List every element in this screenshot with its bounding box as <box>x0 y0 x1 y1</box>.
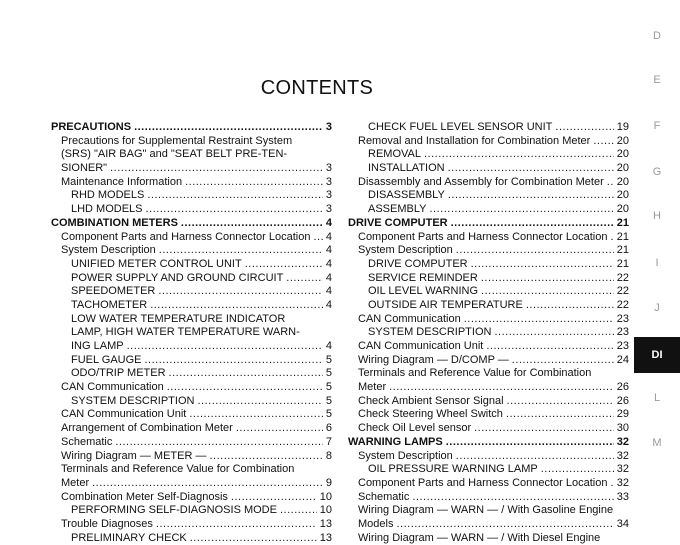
toc-page-number: 22 <box>616 298 629 311</box>
toc-entry[interactable] <box>348 148 629 162</box>
dot-leader <box>512 354 614 368</box>
dot-leader <box>110 162 323 176</box>
toc-page-number: 10 <box>319 490 332 503</box>
toc-entry-title: DRIVE COMPUTER <box>348 216 448 229</box>
toc-entry[interactable] <box>348 326 629 340</box>
toc-entry[interactable] <box>51 408 332 422</box>
toc-entry-title: REMOVAL <box>368 148 421 161</box>
dot-leader <box>607 176 614 190</box>
toc-entry-title: Wiring Diagram — WARN — / With Diesel Engine <box>358 531 601 544</box>
dot-leader <box>185 176 323 190</box>
toc-page-number: 4 <box>325 298 332 311</box>
toc-entry-title: INSTALLATION <box>368 162 445 175</box>
toc-page-number: 4 <box>325 271 332 284</box>
dot-leader <box>456 450 614 464</box>
toc-page-number: 33 <box>616 490 629 503</box>
section-tab-l[interactable]: L <box>653 392 661 404</box>
toc-page-number: 32 <box>616 463 629 476</box>
toc-entry[interactable] <box>348 395 629 409</box>
toc-page-number: 4 <box>325 230 332 243</box>
section-tab-g[interactable]: G <box>652 166 662 178</box>
toc-entry-title: Maintenance Information <box>61 175 183 188</box>
dot-leader <box>280 504 317 518</box>
dot-leader <box>481 272 614 286</box>
dot-leader <box>451 217 614 231</box>
toc-section-heading[interactable] <box>348 217 629 231</box>
toc-entry[interactable] <box>51 422 332 436</box>
toc-section-heading[interactable] <box>51 121 332 135</box>
dot-leader <box>464 313 614 327</box>
dot-leader <box>424 148 614 162</box>
dot-leader <box>389 381 614 395</box>
toc-entry[interactable] <box>348 272 629 286</box>
toc-page-number: 5 <box>325 353 332 366</box>
toc-entry-title: Models <box>358 517 394 530</box>
toc-entry[interactable] <box>348 299 629 313</box>
toc-entry[interactable] <box>348 231 629 245</box>
toc-entry[interactable] <box>348 189 629 203</box>
toc-entry-title: Check Ambient Sensor Signal <box>358 394 504 407</box>
section-tab-di[interactable]: DI <box>634 337 680 373</box>
dot-leader <box>555 121 613 135</box>
toc-entry[interactable] <box>348 532 629 545</box>
toc-page-number: 26 <box>616 381 629 394</box>
toc-entry[interactable] <box>51 203 332 217</box>
toc-entry[interactable] <box>51 354 332 368</box>
toc-entry[interactable] <box>51 463 332 477</box>
dot-leader <box>313 231 322 245</box>
toc-entry-title: Wiring Diagram — WARN — / With Gasoline Engine <box>358 504 614 517</box>
section-tab-j[interactable]: J <box>654 302 660 314</box>
toc-entry[interactable] <box>51 450 332 464</box>
dot-leader <box>486 340 613 354</box>
dot-leader <box>593 135 613 149</box>
toc-page-number: 13 <box>319 517 332 530</box>
toc-entry-title: LHD MODELS <box>71 203 143 216</box>
toc-entry-title: OIL PRESSURE WARNING LAMP <box>368 463 538 476</box>
toc-entry-title: LOW WATER TEMPERATURE INDICATOR <box>71 312 286 325</box>
dot-leader <box>147 189 323 203</box>
dot-leader <box>127 340 323 354</box>
toc-entry[interactable] <box>51 491 332 505</box>
toc-entry-title: RHD MODELS <box>71 189 145 202</box>
toc-entry-title: CHECK FUEL LEVEL SENSOR UNIT <box>368 121 553 133</box>
toc-entry[interactable] <box>51 148 332 162</box>
toc-entry-title: COMBINATION METERS <box>51 216 178 229</box>
toc-entry-title: WARNING LAMPS <box>348 435 443 448</box>
toc-entry-title: System Description <box>358 449 453 462</box>
toc-entry[interactable] <box>51 176 332 190</box>
toc-page-number: 5 <box>325 394 332 407</box>
toc-page-number: 5 <box>325 381 332 394</box>
toc-entry-title: Schematic <box>61 435 113 448</box>
toc-entry-title: SYSTEM DESCRIPTION <box>368 326 492 339</box>
dot-leader <box>92 477 323 491</box>
toc-entry-title: CAN Communication Unit <box>358 340 484 352</box>
toc-entry[interactable] <box>348 313 629 327</box>
toc-entry[interactable] <box>348 162 629 176</box>
toc-entry[interactable] <box>348 408 629 422</box>
dot-leader <box>245 258 323 272</box>
toc-page-number: 30 <box>616 422 629 435</box>
toc-page-number: 24 <box>616 353 629 366</box>
dot-leader <box>145 354 323 368</box>
dot-leader <box>430 203 614 217</box>
toc-entry-title: Arrangement of Combination Meter <box>61 422 233 435</box>
toc-page-number: 20 <box>616 175 629 188</box>
toc-page-number: 3 <box>325 162 332 175</box>
dot-leader <box>150 299 323 313</box>
toc-entry[interactable] <box>348 477 629 491</box>
section-tab-e[interactable]: E <box>653 74 661 86</box>
toc-entry[interactable] <box>51 162 332 176</box>
toc-entry-title: PRELIMINARY CHECK <box>71 531 187 544</box>
toc-entry[interactable] <box>51 135 332 149</box>
toc-page-number: 9 <box>325 476 332 489</box>
dot-leader <box>506 408 614 422</box>
toc-entry-title: FUEL GAUGE <box>71 353 142 366</box>
toc-page-number: 20 <box>616 148 629 161</box>
dot-leader <box>286 272 323 286</box>
toc-entry-title: SPEEDOMETER <box>71 285 156 298</box>
toc-entry[interactable] <box>348 258 629 272</box>
toc-entry-title: POWER SUPPLY AND GROUND CIRCUIT <box>71 271 284 284</box>
toc-entry[interactable] <box>348 381 629 395</box>
toc-entry[interactable] <box>51 504 332 518</box>
toc-entry-title: Trouble Diagnoses <box>61 517 153 530</box>
toc-entry-title: LAMP, HIGH WATER TEMPERATURE WARN- <box>71 326 300 339</box>
toc-entry[interactable] <box>348 491 629 505</box>
toc-entry[interactable] <box>51 272 332 286</box>
toc-entry-title: ASSEMBLY <box>368 203 427 216</box>
toc-entry[interactable] <box>51 381 332 395</box>
dot-leader <box>448 189 614 203</box>
dot-leader <box>396 518 613 532</box>
dot-leader <box>507 395 614 409</box>
section-tab-f[interactable]: F <box>653 120 661 132</box>
dot-leader <box>610 477 613 491</box>
dot-leader <box>471 258 614 272</box>
toc-entry-title: Terminals and Reference Value for Combination <box>61 463 295 476</box>
toc-entry[interactable] <box>51 326 332 340</box>
toc-page-number: 20 <box>616 134 629 147</box>
toc-page-number: 21 <box>616 244 629 257</box>
dot-leader <box>526 299 614 313</box>
toc-page-number: 20 <box>616 162 629 175</box>
toc-entry-title: Precautions for Supplemental Restraint System <box>61 134 293 147</box>
toc-section-heading[interactable] <box>348 436 629 450</box>
dot-leader <box>448 162 614 176</box>
toc-entry-title: SIONER" <box>61 162 108 175</box>
dot-leader <box>231 491 317 505</box>
dot-leader <box>115 436 323 450</box>
toc-entry[interactable] <box>348 340 629 354</box>
toc-entry-title: Meter <box>61 476 90 489</box>
toc-page-number: 21 <box>616 216 629 229</box>
dot-leader <box>446 436 614 450</box>
toc-entry-title: Check Oil Level sensor <box>358 422 472 435</box>
section-tab-i[interactable]: I <box>655 257 659 269</box>
toc-entry[interactable] <box>348 244 629 258</box>
toc-entry-title: Wiring Diagram — METER — <box>61 449 207 462</box>
dot-leader <box>167 381 323 395</box>
toc-entry-title: Component Parts and Harness Connector Location <box>358 476 608 489</box>
section-tab-bar <box>634 0 680 540</box>
dot-leader <box>541 463 614 477</box>
toc-entry-title: Check Steering Wheel Switch <box>358 408 503 421</box>
dot-leader <box>146 203 323 217</box>
toc-entry-title: PERFORMING SELF-DIAGNOSIS MODE <box>71 504 277 517</box>
toc-entry-title: PRECAUTIONS <box>51 121 132 133</box>
toc-entry-title: CAN Communication <box>61 381 164 394</box>
toc-entry-title: System Description <box>61 244 156 257</box>
dot-leader <box>169 367 323 381</box>
toc-entry[interactable] <box>348 518 629 532</box>
toc-entry-title: System Description <box>358 244 453 257</box>
toc-entry-title: DRIVE COMPUTER <box>368 257 468 270</box>
toc-entry[interactable] <box>51 436 332 450</box>
dot-leader <box>474 422 614 436</box>
toc-page-number: 34 <box>616 517 629 530</box>
toc-entry[interactable] <box>51 340 332 354</box>
toc-entry-title: OUTSIDE AIR TEMPERATURE <box>368 298 523 311</box>
toc-page-number: 32 <box>616 476 629 489</box>
toc-entry[interactable] <box>51 231 332 245</box>
toc-entry-title: Wiring Diagram — D/COMP — <box>358 353 509 366</box>
toc-entry-title: ING LAMP <box>71 340 124 352</box>
toc-entry-title: DISASSEMBLY <box>368 189 445 202</box>
toc-page-number: 26 <box>616 394 629 407</box>
toc-entry-title: SYSTEM DESCRIPTION <box>71 394 195 407</box>
dot-leader <box>481 285 614 299</box>
toc-page-number: 5 <box>325 408 332 421</box>
toc-page-number: 21 <box>616 257 629 270</box>
toc-page-number: 32 <box>616 449 629 462</box>
dot-leader <box>156 518 317 532</box>
dot-leader <box>236 422 323 436</box>
toc-entry[interactable] <box>348 135 629 149</box>
dot-leader <box>190 532 317 545</box>
toc-entry[interactable] <box>348 463 629 477</box>
toc-page-number: 3 <box>325 189 332 202</box>
dot-leader <box>610 231 613 245</box>
toc-page-number: 10 <box>319 504 332 517</box>
dot-leader <box>209 450 322 464</box>
toc-page-number: 29 <box>616 408 629 421</box>
toc-entry-title: OIL LEVEL WARNING <box>368 285 479 298</box>
toc-page-number: 32 <box>616 435 629 448</box>
toc-entry[interactable] <box>51 313 332 327</box>
dot-leader <box>159 244 323 258</box>
toc-page-number: 4 <box>325 257 332 270</box>
toc-page-number: 4 <box>325 285 332 298</box>
toc-page-number: 3 <box>325 203 332 216</box>
toc-page-number: 3 <box>325 121 332 133</box>
toc-entry[interactable] <box>51 518 332 532</box>
toc-entry[interactable] <box>348 121 629 135</box>
toc-right-column <box>348 121 629 545</box>
toc-left-column <box>51 121 332 545</box>
toc-entry[interactable] <box>348 285 629 299</box>
toc-entry-title: Component Parts and Harness Connector Location <box>358 230 608 243</box>
toc-entry-title: ODO/TRIP METER <box>71 367 166 380</box>
dot-leader <box>494 326 613 340</box>
toc-page-number: 21 <box>616 230 629 243</box>
toc-page-number: 20 <box>616 203 629 216</box>
dot-leader <box>189 408 323 422</box>
toc-entry-title: SERVICE REMINDER <box>368 271 478 284</box>
toc-entry[interactable] <box>348 367 629 381</box>
toc-page-number: 4 <box>325 244 332 257</box>
toc-page-number: 4 <box>325 216 332 229</box>
toc-page-number: 22 <box>616 271 629 284</box>
toc-page-number: 19 <box>616 121 629 133</box>
toc-entry[interactable] <box>51 285 332 299</box>
toc-entry[interactable] <box>51 532 332 545</box>
toc-entry-title: Removal and Installation for Combination Meter <box>358 134 591 147</box>
dot-leader <box>412 491 613 505</box>
toc-entry[interactable] <box>51 189 332 203</box>
toc-entry-title: UNIFIED METER CONTROL UNIT <box>71 257 242 270</box>
toc-page-number: 3 <box>325 175 332 188</box>
toc-entry[interactable] <box>348 504 629 518</box>
toc-entry[interactable] <box>51 244 332 258</box>
toc-page-number: 8 <box>325 449 332 462</box>
toc-page-number: 4 <box>325 340 332 352</box>
toc-entry[interactable] <box>51 299 332 313</box>
toc-entry[interactable] <box>348 450 629 464</box>
toc-entry[interactable] <box>348 176 629 190</box>
toc-entry[interactable] <box>348 422 629 436</box>
toc-page-number: 6 <box>325 422 332 435</box>
toc-page-number: 13 <box>319 531 332 544</box>
toc-entry-title: Terminals and Reference Value for Combination <box>358 367 592 380</box>
toc-page-number: 20 <box>616 189 629 202</box>
toc-entry-title: Component Parts and Harness Connector Location <box>61 230 311 243</box>
toc-section-heading[interactable] <box>51 217 332 231</box>
toc-entry[interactable] <box>348 203 629 217</box>
toc-entry-title: TACHOMETER <box>71 298 148 311</box>
section-tab-m[interactable]: M <box>652 437 662 449</box>
section-tab-d[interactable]: D <box>653 30 661 42</box>
toc-entry[interactable] <box>51 258 332 272</box>
page-title: CONTENTS <box>260 77 374 99</box>
toc-entry[interactable] <box>51 367 332 381</box>
toc-page-number: 5 <box>325 367 332 380</box>
toc-entry-title: Disassembly and Assembly for Combination Meter <box>358 175 604 188</box>
toc-entry[interactable] <box>348 354 629 368</box>
toc-entry-title: Combination Meter Self-Diagnosis <box>61 490 228 503</box>
dot-leader <box>456 244 614 258</box>
toc-page-number: 23 <box>616 326 629 339</box>
toc-page-number: 22 <box>616 285 629 298</box>
toc-page-number: 23 <box>616 312 629 325</box>
toc-entry-title: Meter <box>358 381 387 394</box>
toc-entry[interactable] <box>51 477 332 491</box>
toc-entry-title: Schematic <box>358 490 410 503</box>
toc-entry[interactable] <box>51 395 332 409</box>
toc-entry-title: CAN Communication Unit <box>61 408 187 421</box>
dot-leader <box>197 395 322 409</box>
toc-entry-title: (SRS) "AIR BAG" and "SEAT BELT PRE-TEN- <box>61 148 288 161</box>
toc-entry-title: CAN Communication <box>358 312 461 325</box>
dot-leader <box>158 285 323 299</box>
toc-page-number: 23 <box>616 340 629 352</box>
dot-leader <box>181 217 323 231</box>
dot-leader <box>134 121 323 135</box>
toc-page-number: 7 <box>325 435 332 448</box>
section-tab-h[interactable]: H <box>653 210 661 222</box>
